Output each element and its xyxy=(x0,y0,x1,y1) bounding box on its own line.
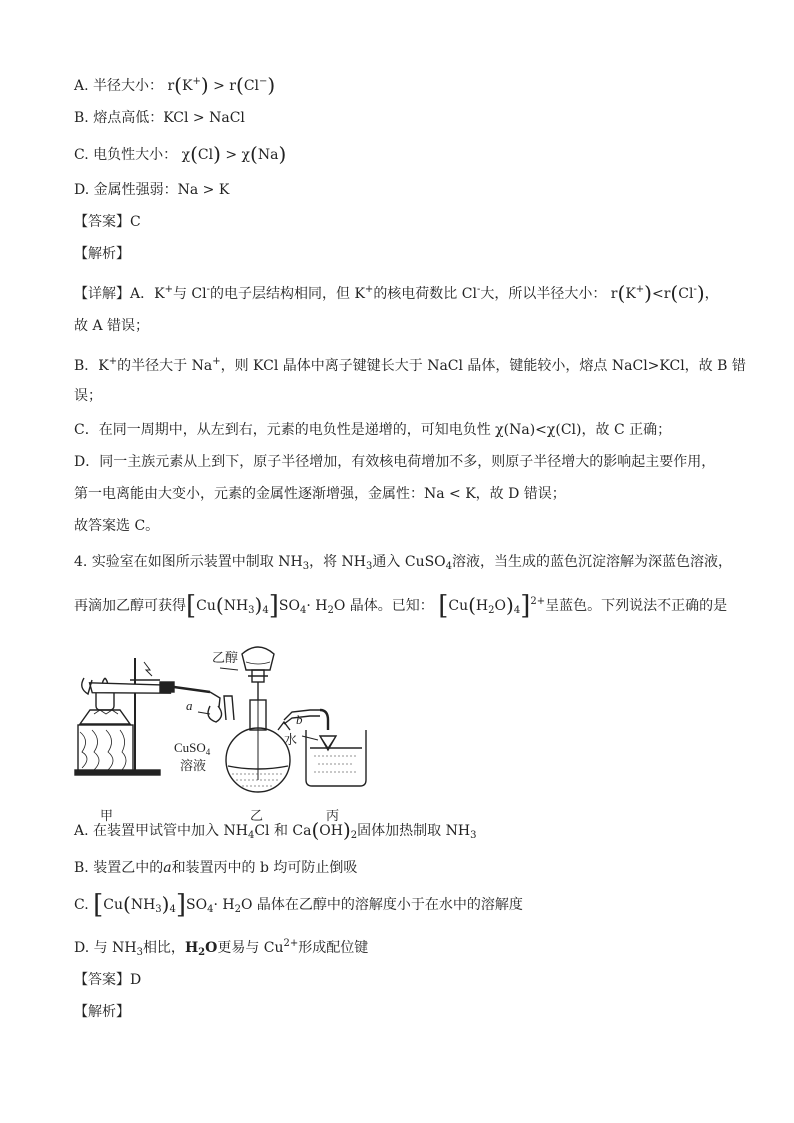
sup: + xyxy=(635,284,645,295)
option-4a xyxy=(74,820,476,846)
label-b: b xyxy=(296,712,303,727)
question-4-line-1 xyxy=(74,552,732,577)
sup: 2+ xyxy=(530,596,546,607)
formula-cl: Cl xyxy=(243,78,260,94)
formula-h: H xyxy=(184,940,199,956)
label-solution: 溶液 xyxy=(180,758,207,773)
option-text: 固体加热制取 NH xyxy=(357,823,471,839)
answer-value: C xyxy=(130,214,141,230)
option-label: C. xyxy=(74,897,89,913)
option-label: B. xyxy=(74,860,89,876)
option-text: 在装置甲试管中加入 NH xyxy=(93,823,248,839)
sub: 2 xyxy=(234,904,241,915)
paren: ( xyxy=(311,818,320,842)
detail-text: C．在同一周期中，从左到右，元素的电负性是递增的，可知电负性 χ(Na)<χ(Cl)，故 C 正确； xyxy=(74,422,672,438)
sup: - xyxy=(476,284,481,295)
option-text: 熔点高低：KCl > NaCl xyxy=(93,110,245,126)
option-3c xyxy=(74,144,286,165)
detail-line-4 xyxy=(74,386,102,406)
analysis-label: 【解析】 xyxy=(74,246,130,262)
formula-k: K xyxy=(181,78,193,94)
formula-sup: − xyxy=(259,76,268,87)
formula-cu: Cu xyxy=(196,598,216,614)
sub: 4 xyxy=(207,904,214,915)
sub: 3 xyxy=(302,561,310,572)
option-text: 与 NH xyxy=(93,940,137,956)
option-label: C. xyxy=(74,147,89,163)
detail-line-7 xyxy=(74,484,566,504)
option-3a xyxy=(74,72,275,96)
bracket: [ xyxy=(438,591,449,621)
formula-r: r xyxy=(663,286,671,302)
paren: ( xyxy=(468,593,476,617)
sup: + xyxy=(108,356,118,367)
analysis-q4 xyxy=(74,1002,130,1022)
formula-op: > xyxy=(225,147,238,163)
bracket: [ xyxy=(186,591,197,621)
answer-value: D xyxy=(130,972,142,988)
detail-text: 与 Cl xyxy=(172,286,207,302)
sub: 2 xyxy=(350,830,358,841)
sub: 4 xyxy=(513,605,521,616)
sub: 4 xyxy=(445,561,453,572)
option-3b xyxy=(74,108,245,128)
option-4c xyxy=(74,890,523,920)
paren: ) xyxy=(200,73,209,97)
label-yi: 乙 xyxy=(250,808,264,823)
sub: 4 xyxy=(262,605,269,616)
option-text: 和装置丙中的 b 均可防止倒吸 xyxy=(171,860,358,876)
detail-line-5 xyxy=(74,420,671,440)
question-text: 实验室在如图所示装置中制取 NH xyxy=(91,554,303,570)
apparatus-bing xyxy=(302,710,366,786)
paren: ) xyxy=(161,892,170,916)
sup: - xyxy=(693,284,697,295)
sup: + xyxy=(164,284,173,295)
sub: 3 xyxy=(136,947,143,958)
sub: 3 xyxy=(470,830,477,841)
option-4d xyxy=(74,934,368,963)
label-ethanol: 乙醇 xyxy=(212,650,239,665)
detail-text: 大，所以半径大小： xyxy=(480,286,607,302)
option-text: 装置乙中的 xyxy=(93,860,164,876)
formula-chi: χ xyxy=(241,147,251,163)
question-text: 呈蓝色。下列说法不正确的是 xyxy=(545,598,728,614)
paren: ) xyxy=(254,593,263,617)
formula-sup: + xyxy=(192,76,201,87)
detail-line-6 xyxy=(74,452,715,472)
paren: ( xyxy=(670,281,679,305)
formula-cu: Cu xyxy=(103,897,124,913)
option-text: 更易与 Cu xyxy=(217,940,284,956)
option-text: · H xyxy=(213,897,235,913)
sup: + xyxy=(212,356,221,367)
detail-text: 的半径大于 Na xyxy=(117,358,213,374)
detail-text: 故答案选 C。 xyxy=(74,518,160,534)
sub: 3 xyxy=(366,561,373,572)
detail-text: 故 A 错误； xyxy=(74,318,150,334)
sub: 2 xyxy=(198,947,206,958)
detail-text: 误； xyxy=(74,388,102,404)
option-text: 相比， xyxy=(142,940,185,956)
label-jia: 甲 xyxy=(100,808,114,823)
bracket: [ xyxy=(93,890,104,920)
detail-line-1 xyxy=(74,280,719,304)
sup: + xyxy=(364,284,374,295)
detail-text: 的核电荷数比 Cl xyxy=(373,286,477,302)
bracket: ] xyxy=(175,890,187,920)
formula-r: r xyxy=(167,78,175,94)
sub: 4 xyxy=(169,904,176,915)
paren: ( xyxy=(174,73,182,97)
answer-label: 【答案】 xyxy=(74,972,130,988)
formula-na: Na xyxy=(257,147,279,163)
option-text: Cl 和 Ca xyxy=(254,823,312,839)
paren: ) xyxy=(644,281,652,305)
formula-op: < xyxy=(651,286,664,302)
question-4-line-2 xyxy=(74,592,727,621)
option-label: B. xyxy=(74,110,89,126)
formula-chi: χ xyxy=(181,147,191,163)
paren: ( xyxy=(617,281,626,305)
option-text: 金属性强弱：Na > K xyxy=(93,182,230,198)
detail-text: D．同一主族元素从上到下，原子半径增加，有效核电荷增加不多，则原子半径增大的影响起主要作用， xyxy=(74,454,716,470)
option-text: 电负性大小： xyxy=(93,147,178,163)
formula-cl: Cl xyxy=(197,147,214,163)
paren: ) xyxy=(267,73,276,97)
formula-nh: NH xyxy=(223,598,249,614)
paren: ) xyxy=(213,142,221,166)
paren: ( xyxy=(190,142,198,166)
option-italic: a xyxy=(163,860,172,876)
paren: ( xyxy=(215,593,224,617)
bracket: ] xyxy=(520,591,531,621)
question-text: 溶液，当生成的蓝色沉淀溶解为深蓝色溶液， xyxy=(452,554,733,570)
detail-line-8 xyxy=(74,516,159,536)
label-bing: 丙 xyxy=(326,808,340,823)
option-label: A. xyxy=(74,78,89,94)
formula-so: SO xyxy=(278,598,300,614)
sup: 2+ xyxy=(283,938,299,949)
answer-q3 xyxy=(74,212,141,232)
detail-text: A．K xyxy=(130,286,165,302)
apparatus-figure xyxy=(70,640,370,830)
sub: 2 xyxy=(488,605,495,616)
formula-op: > xyxy=(213,78,225,94)
analysis-q3 xyxy=(74,244,130,264)
detail-line-3 xyxy=(74,352,746,376)
formula-o: O xyxy=(205,940,218,956)
detail-line-2 xyxy=(74,316,149,336)
option-text: 半径大小： xyxy=(93,78,164,94)
label-cuso4: CuSO$_4$ xyxy=(174,740,211,757)
detail-text: B．K xyxy=(74,358,109,374)
question-number: 4. xyxy=(74,554,88,570)
question-text: O 晶体。已知： xyxy=(333,598,434,614)
formula-h: H xyxy=(475,598,489,614)
formula-k: K xyxy=(625,286,636,302)
option-label: A. xyxy=(74,823,89,839)
sup: - xyxy=(206,284,210,295)
answer-label: 【答案】 xyxy=(74,214,130,230)
sub: 3 xyxy=(248,605,255,616)
sub: 2 xyxy=(327,605,334,616)
paren: ) xyxy=(506,593,514,617)
formula-r: r xyxy=(229,78,236,94)
option-4b xyxy=(74,858,357,878)
paren: ( xyxy=(250,142,258,166)
detail-text: ， xyxy=(704,286,719,302)
sub: 4 xyxy=(247,830,255,841)
sub: 3 xyxy=(155,904,162,915)
option-3d xyxy=(74,180,229,200)
paren: ) xyxy=(278,142,287,166)
detail-label: 【详解】 xyxy=(74,286,130,302)
detail-text: 的电子层结构相同，但 K xyxy=(210,286,365,302)
label-a: a xyxy=(186,698,193,713)
question-text: ，将 NH xyxy=(309,554,367,570)
option-label: D. xyxy=(74,182,90,198)
option-label: D. xyxy=(74,940,90,956)
question-text: 再滴加乙醇可获得 xyxy=(74,598,186,614)
paren: ) xyxy=(696,281,705,305)
formula-h: · H xyxy=(306,598,328,614)
analysis-label: 【解析】 xyxy=(74,1004,130,1020)
option-text: 形成配位键 xyxy=(298,940,369,956)
formula-r: r xyxy=(610,286,618,302)
paren: ( xyxy=(236,73,244,97)
paren: ( xyxy=(123,892,131,916)
option-text: O 晶体在乙醇中的溶解度小于在水中的溶解度 xyxy=(240,897,523,913)
formula-cl: Cl xyxy=(678,286,694,302)
option-text: OH xyxy=(319,823,343,839)
bracket: ] xyxy=(268,591,279,621)
formula-so: SO xyxy=(186,897,208,913)
paren: ) xyxy=(342,818,351,842)
formula-cu: Cu xyxy=(448,598,469,614)
detail-text: 第一电离能由大变小，元素的金属性逐渐增强，金属性：Na < K，故 D 错误； xyxy=(74,486,566,502)
question-text: 通入 CuSO xyxy=(372,554,446,570)
formula-o: O xyxy=(494,598,506,614)
formula-nh: NH xyxy=(130,897,156,913)
detail-text: ，则 KCl 晶体中离子键键长大于 NaCl 晶体，键能较小，熔点 NaCl>KCl，故 B 错 xyxy=(220,358,746,374)
label-water: 水 xyxy=(284,732,298,747)
answer-q4 xyxy=(74,970,141,990)
sub: 4 xyxy=(299,605,307,616)
